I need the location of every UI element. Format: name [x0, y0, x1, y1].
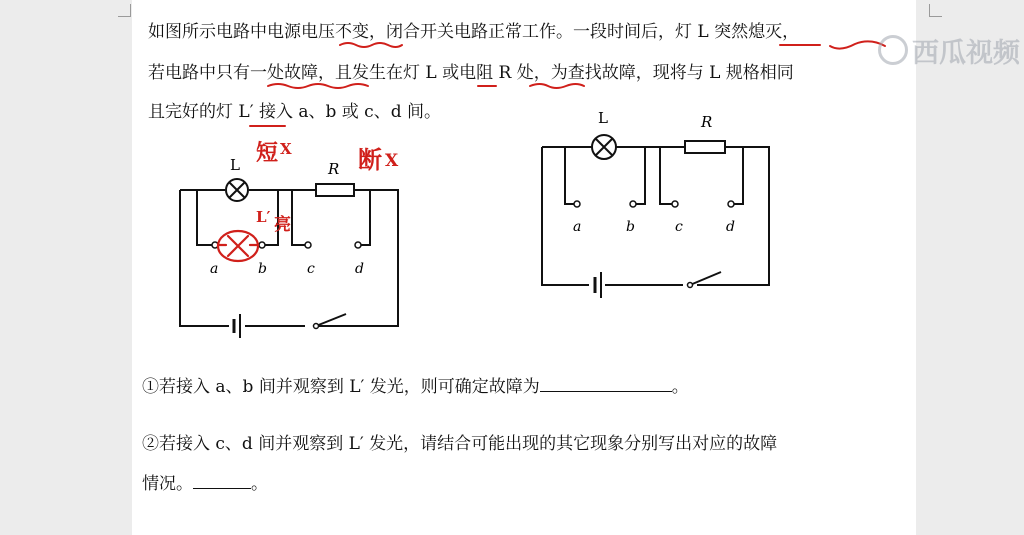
terminal-label-c: c	[675, 219, 683, 235]
terminal-label-a: a	[573, 219, 582, 235]
question-1-text: ①若接入 a、b 间并观察到 L′ 发光，则可确定故障为	[142, 377, 540, 397]
resistor-R-symbol	[316, 184, 354, 196]
question-1	[142, 377, 689, 397]
resistor-label: R	[701, 113, 713, 131]
left-circuit-diagram	[170, 138, 420, 338]
terminal-label-d: d	[726, 219, 735, 235]
answer-blank-1[interactable]	[540, 377, 672, 392]
terminal-c	[672, 201, 678, 207]
terminal-label-b: b	[258, 261, 267, 277]
watermark-logo-icon	[878, 35, 908, 65]
terminal-b	[259, 242, 265, 248]
terminal-c	[305, 242, 311, 248]
question-2-line-2	[142, 474, 268, 494]
lamp-label: L	[598, 109, 608, 127]
short-annotation: 短	[256, 140, 279, 166]
question-2-text: 情况。	[142, 474, 193, 494]
right-circuit-diagram	[525, 100, 785, 300]
terminal-label-b: b	[626, 219, 635, 235]
terminal-b	[630, 201, 636, 207]
problem-line-3: 且完好的灯 L′ 接入 a、b 或 c、d 间。	[148, 102, 441, 122]
open-annotation: 断	[358, 145, 382, 174]
terminal-d	[355, 242, 361, 248]
resistor-label: R	[328, 160, 340, 178]
added-lamp-label: L′	[256, 208, 271, 226]
terminal-d	[728, 201, 734, 207]
switch-blade	[690, 272, 721, 285]
terminal-label-a: a	[210, 261, 219, 277]
question-2-end: 。	[251, 474, 268, 494]
added-lamp-cross	[228, 236, 248, 256]
resistor-R-symbol	[685, 141, 725, 153]
underline-one-fault	[268, 84, 368, 88]
switch-blade	[316, 314, 346, 326]
underline-R	[530, 84, 584, 88]
open-cross-mark: X	[385, 151, 399, 171]
answer-blank-2[interactable]	[193, 474, 251, 489]
problem-line-1: 如图所示电路中电源电压不变，闭合开关电路正常工作。一段时间后，灯 L 突然熄灭，	[148, 22, 800, 42]
underline-out	[830, 41, 885, 48]
video-watermark	[878, 30, 1020, 70]
terminal-label-d: d	[355, 261, 364, 277]
question-2-line-1: ②若接入 c、d 间并观察到 L′ 发光，请结合可能出现的其它现象分别写出对应的故障	[142, 434, 778, 454]
watermark-text: 西瓜视频	[912, 37, 1020, 69]
underline-voltage	[340, 43, 402, 47]
added-lamp-note: 亮	[274, 215, 291, 235]
short-cross-mark: X	[280, 140, 292, 158]
pen-underlines	[0, 0, 1024, 140]
terminal-a	[574, 201, 580, 207]
question-1-end: 。	[671, 377, 689, 397]
problem-line-2: 若电路中只有一处故障，且发生在灯 L 或电阻 R 处，为查找故障，现将与 L 规格相同	[148, 63, 794, 83]
terminal-label-c: c	[307, 261, 315, 277]
lamp-label: L	[230, 156, 240, 174]
